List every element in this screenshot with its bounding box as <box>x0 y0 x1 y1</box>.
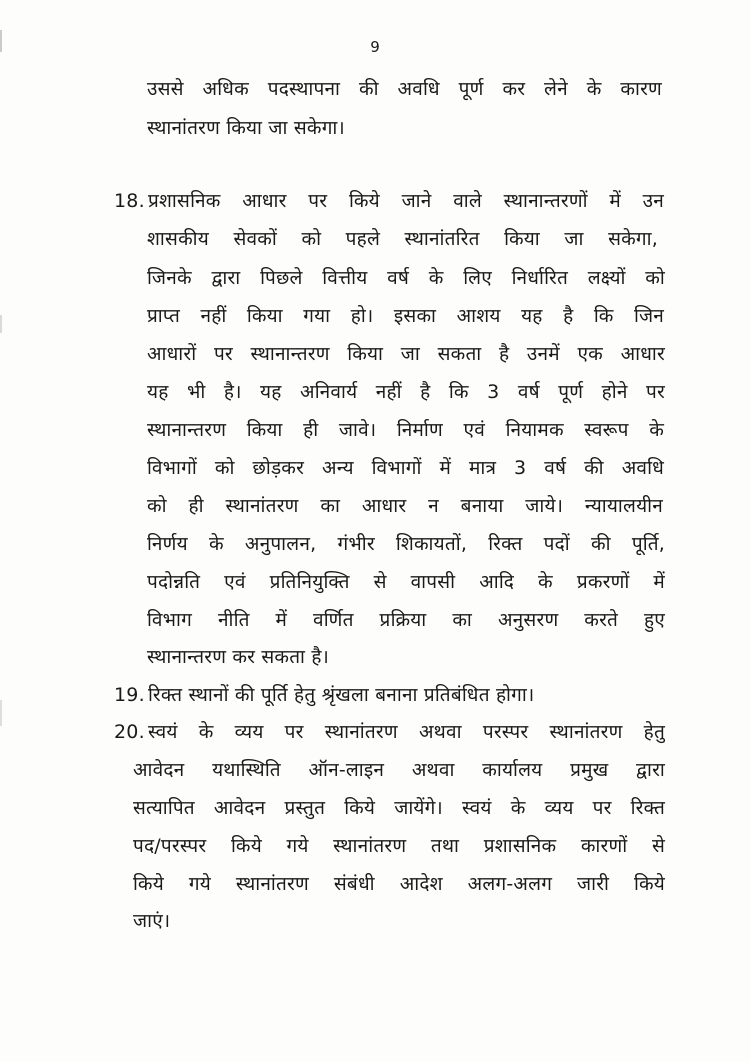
item-18-line: निर्णय के अनुपालन, गंभीर शिकायतों, रिक्त पदों की पूर्ति, <box>147 533 665 555</box>
item-18-line: जिनके द्वारा पिछले वित्तीय वर्ष के लिए निर्धारित लक्ष्यों को <box>147 267 665 289</box>
item-18-line: को ही स्थानांतरण का आधार न बनाया जाये। न्यायालयीन <box>147 495 663 517</box>
item-18-line: शासकीय सेवकों को पहले स्थानांतरित किया जा सकेगा, <box>147 228 658 250</box>
item-number-18: 18. <box>114 190 145 212</box>
item-20-line: स्वयं के व्यय पर स्थानांतरण अथवा परस्पर स्थानांतरण हेतु <box>148 721 665 743</box>
scan-edge-mark <box>0 315 2 333</box>
item-number-20: 20. <box>114 721 145 743</box>
scan-edge-mark <box>0 30 2 52</box>
item-20-line: पद/परस्पर किये गये स्थानांतरण तथा प्रशासनिक कारणों से <box>133 835 665 857</box>
item-18-line: विभाग नीति में वर्णित प्रक्रिया का अनुसरण करते हुए <box>147 609 665 631</box>
item-20-line: आवेदन यथास्थिति ऑन-लाइन अथवा कार्यालय प्रमुख द्वारा <box>133 759 665 781</box>
item-20-line: सत्यापित आवेदन प्रस्तुत किये जायेंगे। स्वयं के व्यय पर रिक्त <box>133 797 665 819</box>
item-18-line: आधारों पर स्थानान्तरण किया जा सकता है उनमें एक आधार <box>147 343 665 365</box>
item-19-line: रिक्त स्थानों की पूर्ति हेतु श्रृंखला बनाना प्रतिबंधित होगा। <box>148 684 535 706</box>
item-20-line: जाएं। <box>133 910 171 932</box>
page-number: 9 <box>370 38 380 56</box>
item-20-line: किये गये स्थानांतरण संबंधी आदेश अलग-अलग जारी किये <box>133 873 665 895</box>
item-18-line: पदोन्नति एवं प्रतिनियुक्ति से वापसी आदि के प्रकरणों में <box>147 571 665 593</box>
item-18-line: प्राप्त नहीं किया गया हो। इसका आशय यह है कि जिन <box>147 305 664 327</box>
item-18-line: स्थानान्तरण किया ही जावे। निर्माण एवं नियामक स्वरूप के <box>147 419 664 441</box>
item-number-19: 19. <box>114 684 145 706</box>
item-18-line: प्रशासनिक आधार पर किये जाने वाले स्थानान्तरणों में उन <box>148 190 664 212</box>
paragraph-line: स्थानांतरण किया जा सकेगा। <box>147 117 345 139</box>
item-18-line: स्थानान्तरण कर सकता है। <box>147 646 330 668</box>
item-18-line: विभागों को छोड़कर अन्य विभागों में मात्र 3 वर्ष की अवधि <box>147 457 664 479</box>
scan-edge-mark <box>0 700 2 726</box>
paragraph-line: उससे अधिक पदस्थापना की अवधि पूर्ण कर लेने के कारण <box>147 78 662 100</box>
item-18-line: यह भी है। यह अनिवार्य नहीं है कि 3 वर्ष पूर्ण होने पर <box>147 381 665 403</box>
